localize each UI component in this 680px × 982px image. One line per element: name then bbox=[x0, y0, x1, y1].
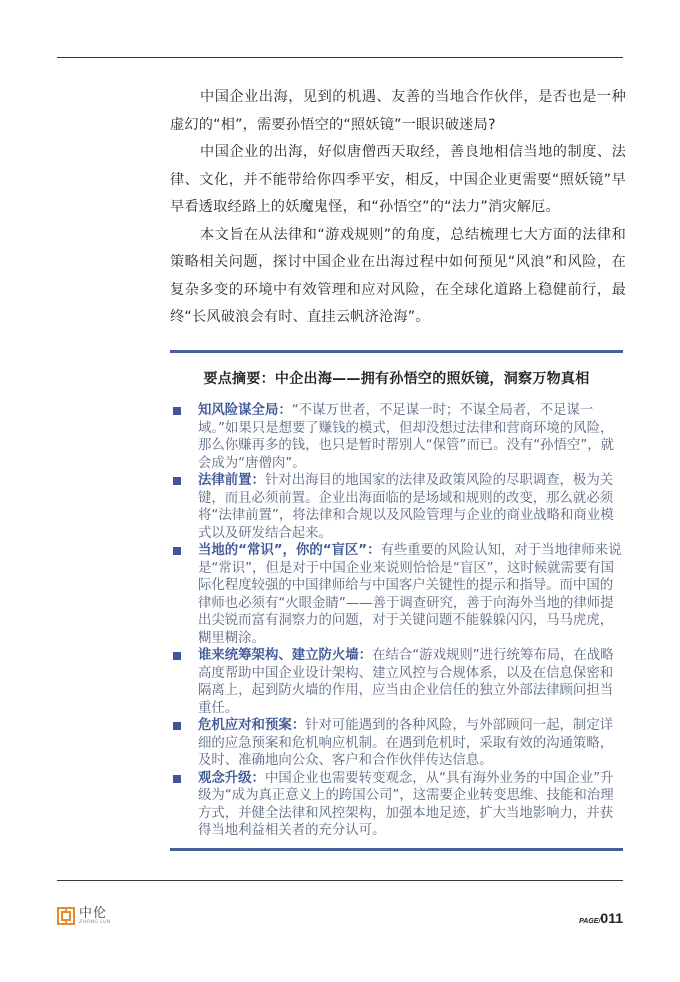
intro-paragraph: 本文旨在从法律和“游戏规则”的角度，总结梳理七大方面的法律和策略相关问题，探讨中国企业在出海过程中如何预见“风浪”和风险，在复杂多变的环境中有效管理和应对风险，在全球化道路上稳健前行，最终“长风破浪会有时、直挂云帆济沧海”。 bbox=[170, 226, 626, 325]
square-bullet-icon bbox=[173, 722, 181, 730]
page-label: PAGE/ bbox=[579, 918, 601, 925]
square-bullet-icon bbox=[173, 407, 181, 415]
point-body: 在结合“游戏规则”进行统筹布局，在战略高度帮助中国企业设计架构、建立风控与合规体系，以及在信息保密和隔离上，起到防火墙的作用，应当由企业信任的独立外部法律顾问担当重任。 bbox=[198, 648, 614, 716]
point-body: “不谋万世者，不足谋一时；不谋全局者，不足谋一域。”如果只是想要了赚钱的模式，但却没想过法律和营商环境的风险，那么你赚再多的钱，也只是暂时帮别人“保管”而已。没有“孙悟空”，就会成为“唐僧肉”。 bbox=[198, 403, 615, 471]
point-body: 有些重要的风险认知，对于当地律师来说是“常识”，但是对于中国企业来说则恰恰是“盲区”，这时候就需要有国际化程度较强的中国律师给与中国客户关键性的提示和指导。而中国的律师也必须有“火眼金睛”——善于调查研究，善于向海外当地的律师提出尖锐而富有洞察力的问题，对于关键问题不能躲躲闪闪，马马虎虎，糊里糊涂。 bbox=[198, 543, 622, 646]
intro-paragraph: 中国企业出海，见到的机遇、友善的当地合作伙伴，是否也是一种虚幻的“相”，需要孙悟空的“照妖镜”一眼识破迷局? bbox=[170, 89, 626, 133]
page-number-value: 011 bbox=[600, 910, 623, 926]
summary-point bbox=[170, 717, 626, 770]
square-bullet-icon bbox=[173, 477, 181, 485]
logo-text-cn: 中伦 bbox=[79, 905, 108, 921]
summary-point bbox=[170, 542, 626, 647]
page-number bbox=[579, 910, 623, 928]
header-rule bbox=[57, 57, 623, 58]
summary-points bbox=[170, 402, 626, 840]
logo-text-en: ZHONG LUN bbox=[79, 919, 111, 925]
square-bullet-icon bbox=[173, 652, 181, 660]
point-body: 针对出海目的地国家的法律及政策风险的尽职调查，极为关键，而且必须前置。企业出海面临的是场域和规则的改变，那么就必须将“法律前置”，将法律和合规以及风险管理与企业的商业战略和商业模式以及研发结合起来。 bbox=[198, 473, 614, 541]
square-bullet-icon bbox=[173, 775, 181, 783]
zhonglun-logo-icon bbox=[57, 907, 75, 925]
summary-point bbox=[170, 402, 626, 472]
point-body: 针对可能遇到的各种风险，与外部顾问一起，制定详细的应急预案和危机响应机制。在遇到危机时，采取有效的沟通策略，及时、准确地向公众、客户和合作伙伴传达信息。 bbox=[198, 718, 614, 768]
summary-point bbox=[170, 770, 626, 840]
square-bullet-icon bbox=[173, 547, 181, 555]
point-heading: 危机应对和预案： bbox=[198, 718, 306, 733]
point-heading: 当地的“常识”，你的“盲区”： bbox=[198, 543, 381, 558]
point-heading: 谁来统筹架构、建立防火墙： bbox=[198, 648, 373, 663]
intro-text bbox=[170, 84, 626, 332]
footer-rule bbox=[57, 880, 623, 881]
intro-paragraph: 中国企业的出海，好似唐僧西天取经，善良地相信当地的制度、法律、文化，并不能带给你四季平安，相反，中国企业更需要“照妖镜”早早看透取经路上的妖魔鬼怪，和“孙悟空”的“法力”消灾解厄。 bbox=[170, 144, 626, 215]
summary-point bbox=[170, 472, 626, 542]
summary-title: 要点摘要：中企出海——拥有孙悟空的照妖镜，洞察万物真相 bbox=[203, 371, 590, 387]
point-heading: 知风险谋全局： bbox=[198, 403, 292, 418]
point-heading: 观念升级： bbox=[198, 770, 265, 786]
summary-point bbox=[170, 647, 626, 717]
point-body: 中国企业也需要转变观念，从“具有海外业务的中国企业”升级为“成为真正意义上的跨国公司”，这需要企业转变思维、技能和治理方式，并健全法律和风控架构，加强本地足迹，扩大当地影响力，并获得当地利益相关者的充分认可。 bbox=[198, 770, 614, 838]
point-heading: 法律前置： bbox=[198, 473, 265, 488]
zhonglun-logo bbox=[57, 905, 111, 927]
summary-top-rule bbox=[170, 350, 623, 353]
summary-bottom-rule bbox=[170, 848, 623, 851]
